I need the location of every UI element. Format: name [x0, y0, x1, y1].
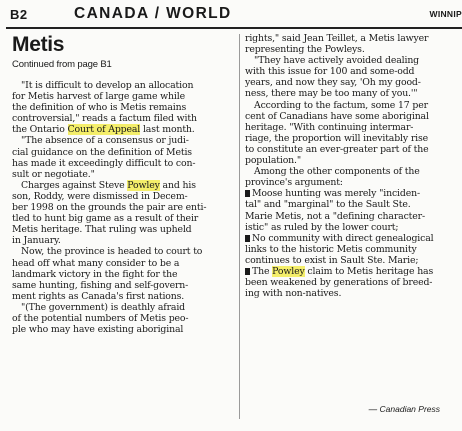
- text-line: Now, the province is headed to court to: [21, 246, 203, 258]
- text-line: continues to exist in Sault Ste. Marie;: [245, 254, 419, 266]
- text-line: to constitute an ever-greater part of the: [245, 143, 429, 155]
- paragraph-6: [245, 33, 455, 55]
- text-line: same hunting, fishing and self-govern-: [12, 279, 189, 291]
- text-line: "They have actively avoided dealing: [254, 55, 420, 67]
- bullet-item-1: [245, 188, 455, 232]
- paragraph-4: [12, 246, 234, 301]
- paragraph-3: [12, 180, 234, 247]
- paragraph-1: [12, 80, 234, 135]
- text-line: tled to hunt big game as a result of their: [12, 213, 199, 225]
- text-line: ment rights as Canada's first nations.: [12, 290, 185, 302]
- section-title: CANADA / WORLD: [74, 5, 232, 22]
- text-line: sult or negotiate.": [12, 168, 95, 180]
- bullet-icon: [245, 190, 250, 197]
- text-line: [245, 266, 455, 277]
- text-line: ness, there may be too many of you.'": [245, 88, 418, 100]
- text-line: the definition of who is Metis remains: [12, 102, 187, 114]
- highlight-court-of-appeal: Court of Appeal: [67, 124, 141, 136]
- newspaper-name: WINNIP: [429, 9, 462, 19]
- continued-line: Continued from page B1: [12, 59, 112, 70]
- text-line: [245, 233, 455, 244]
- text-line: with this issue for 100 and some-odd: [245, 66, 415, 78]
- right-column: [245, 33, 455, 299]
- text-line: province's argument:: [245, 177, 343, 189]
- column-divider: [239, 34, 240, 419]
- text-line: controversial," reads a factum filed with: [12, 113, 197, 125]
- text-fragment: last month.: [140, 124, 195, 136]
- highlight-powley: Powley: [272, 265, 305, 277]
- text-fragment: Charges against Steve: [21, 179, 128, 191]
- paragraph-5: [12, 302, 234, 335]
- bullet-icon: [245, 268, 250, 275]
- bullet-item-3: [245, 266, 455, 299]
- header-rule: [6, 27, 462, 29]
- text-line: "It is difficult to develop an allocation: [21, 80, 194, 91]
- text-line: According to the factum, some 17 per: [254, 99, 428, 111]
- text-line: cial guidance on the definition of Metis: [12, 146, 192, 158]
- wire-credit: — Canadian Press: [368, 404, 440, 414]
- page-header: [6, 5, 462, 27]
- text-fragment: and his: [159, 179, 196, 191]
- paragraph-8: [245, 100, 455, 167]
- text-fragment: No community with direct genealogical: [252, 232, 434, 244]
- text-line: has made it exceedingly difficult to con-: [12, 157, 196, 169]
- text-line: been weakened by generations of breed-: [245, 277, 433, 289]
- text-line: "(The government) is deathly afraid: [21, 301, 186, 313]
- paragraph-7: [245, 55, 455, 99]
- text-line: ing with non-natives.: [245, 288, 342, 300]
- text-line: population.": [245, 155, 302, 167]
- bullet-icon: [245, 235, 250, 242]
- text-line: son, Roddy, were dismissed in Decem-: [12, 190, 188, 202]
- headline: Metis: [12, 33, 65, 56]
- text-line: in January.: [12, 235, 61, 247]
- text-fragment: Moose hunting was merely "inciden-: [252, 188, 420, 200]
- page-number: B2: [10, 7, 28, 22]
- text-line: heritage. "With continuing intermar-: [245, 121, 414, 133]
- left-column: [12, 33, 234, 335]
- text-line: rights," said Jean Teillet, a Metis lawyer: [245, 33, 429, 44]
- text-fragment: the Ontario: [12, 124, 68, 136]
- bullet-item-2: [245, 233, 455, 266]
- text-line: of the potential numbers of Metis peo-: [12, 312, 189, 324]
- text-line: Marie Metis, not a "defining character-: [245, 210, 425, 222]
- text-fragment: The: [252, 265, 273, 277]
- text-line: istic" as ruled by the lower court;: [245, 221, 399, 233]
- text-line: ple who may have existing aboriginal: [12, 324, 184, 336]
- paragraph-2: [12, 135, 234, 179]
- text-line: ber 1998 on the grounds the pair are enti-: [12, 202, 207, 214]
- text-line: representing the Powleys.: [245, 44, 365, 56]
- text-line: Among the other components of the: [254, 166, 420, 178]
- text-line: "The absence of a consensus or judi-: [21, 135, 189, 147]
- text-line: for Metis harvest of large game while: [12, 91, 185, 103]
- text-line: [245, 188, 455, 199]
- highlight-powley: Powley: [127, 179, 160, 191]
- text-line: links to the historic Metis community: [245, 243, 417, 255]
- text-line: [12, 180, 234, 191]
- text-line: riage, the proportion will inevitably rise: [245, 132, 429, 144]
- text-line: Metis heritage. That ruling was upheld: [12, 224, 192, 236]
- paragraph-9: [245, 166, 455, 188]
- text-line: cent of Canadians have some aboriginal: [245, 110, 429, 122]
- text-line: tal" and "marginal" to the Sault Ste.: [245, 199, 411, 211]
- text-line: head off what many consider to be a: [12, 257, 180, 269]
- text-fragment: claim to Metis heritage has: [304, 265, 434, 277]
- text-line: landmark victory in the fight for the: [12, 268, 178, 280]
- text-line: [12, 124, 234, 135]
- text-line: years, and now they say, 'Oh my good-: [245, 77, 421, 89]
